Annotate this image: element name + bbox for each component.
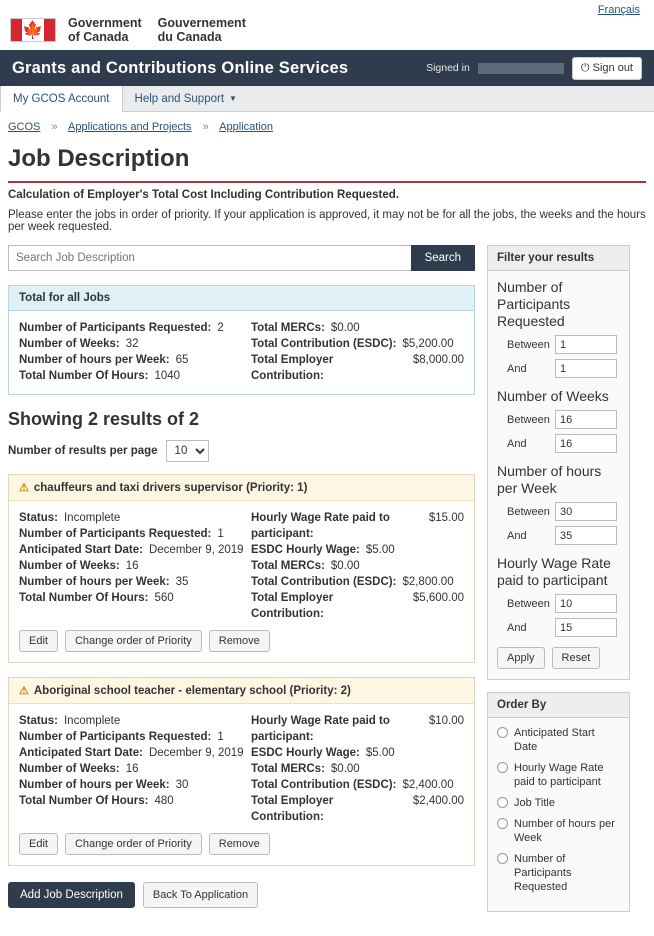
brand-row <box>10 6 644 44</box>
gov-en-line1: Government <box>68 16 142 30</box>
order-by-option-label: Anticipated Start Date <box>514 727 595 753</box>
totals-item <box>251 320 464 336</box>
job-detail-value: 30 <box>175 779 189 791</box>
filter-and-row <box>497 359 620 378</box>
filter-between-label: Between <box>507 413 550 426</box>
order-by-panel <box>487 692 630 912</box>
filter-between-input[interactable] <box>555 410 617 429</box>
totals-item <box>251 352 464 384</box>
order-by-option-label: Number of hours per Week <box>514 818 615 844</box>
order-by-heading: Order By <box>488 693 629 718</box>
filter-between-input[interactable] <box>555 594 617 613</box>
search-button[interactable]: Search <box>411 245 475 271</box>
job-detail-key: Number of Participants Requested: <box>19 528 212 540</box>
job-detail-key: Total Employer Contribution: <box>251 795 334 823</box>
job-detail-value: 1 <box>217 731 224 743</box>
radio-icon[interactable] <box>497 818 508 829</box>
totals-value: 2 <box>217 322 224 334</box>
content-wrapper <box>8 245 646 924</box>
job-detail-value: $5,600.00 <box>412 592 464 604</box>
app-title: Grants and Contributions Online Services <box>12 58 349 77</box>
gov-en-line2: of Canada <box>68 30 129 44</box>
change-order-of-priority-button[interactable]: Change order of Priority <box>65 630 202 652</box>
job-details-grid <box>19 713 464 825</box>
job-detail-value: December 9, 2019 <box>148 747 244 759</box>
sign-out-label: Sign out <box>592 61 633 74</box>
nav-item-my-gcos-account[interactable] <box>0 86 123 112</box>
filter-between-label: Between <box>507 505 550 518</box>
job-details-grid <box>19 510 464 622</box>
canada-flag-icon: 🍁 <box>10 18 56 42</box>
radio-icon[interactable] <box>497 853 508 864</box>
radio-icon[interactable] <box>497 727 508 738</box>
order-by-option-hourly-wage-rate[interactable] <box>497 761 620 789</box>
breadcrumb <box>0 112 654 139</box>
nav-item-help-and-support[interactable] <box>123 86 250 111</box>
job-card-body <box>9 704 474 833</box>
job-detail <box>19 761 251 777</box>
filter-and-input[interactable] <box>555 359 617 378</box>
totals-key: Total Number Of Hours: <box>19 370 149 382</box>
search-input[interactable] <box>8 245 411 271</box>
warning-triangle-icon: ⚠ <box>19 482 29 494</box>
results-per-page-row <box>8 440 475 462</box>
job-detail-value: 560 <box>154 592 174 604</box>
totals-item <box>19 368 251 384</box>
order-by-body <box>488 718 629 911</box>
job-detail-key: Total Number Of Hours: <box>19 592 149 604</box>
job-detail-key: Anticipated Start Date: <box>19 747 143 759</box>
filter-group-hourly-wage-rate <box>497 555 620 637</box>
filter-group-participants-requested <box>497 279 620 378</box>
nav-label: Help and Support <box>134 92 225 105</box>
job-detail-value: 16 <box>125 560 139 572</box>
breadcrumb-separator: » <box>51 121 58 133</box>
filter-and-input[interactable] <box>555 526 617 545</box>
job-detail-value: $2,800.00 <box>402 576 454 588</box>
results-per-page-select[interactable] <box>166 440 209 462</box>
job-detail <box>251 558 464 574</box>
job-detail-value: Incomplete <box>63 512 121 524</box>
job-detail-key: Number of hours per Week: <box>19 779 170 791</box>
totals-key: Total Contribution (ESDC): <box>251 338 397 350</box>
job-card-actions <box>9 833 474 865</box>
breadcrumb-item-gcos[interactable]: GCOS <box>8 121 41 133</box>
totals-grid <box>19 320 464 384</box>
job-detail-key: Number of Weeks: <box>19 560 120 572</box>
signed-in-username <box>478 63 564 74</box>
totals-key: Number of Participants Requested: <box>19 322 212 334</box>
job-card-body <box>9 501 474 630</box>
job-card-header <box>9 475 474 501</box>
job-detail-key: Total Number Of Hours: <box>19 795 149 807</box>
totals-key: Total Employer Contribution: <box>251 354 334 382</box>
filter-between-label: Between <box>507 338 550 351</box>
filter-between-row <box>497 335 620 354</box>
page-content <box>0 145 654 936</box>
filter-and-input[interactable] <box>555 618 617 637</box>
breadcrumb-item-applications-and-projects[interactable]: Applications and Projects <box>68 121 192 133</box>
totals-right-column <box>251 320 464 384</box>
reset-filters-button[interactable]: Reset <box>552 647 601 669</box>
edit-button[interactable]: Edit <box>19 630 58 652</box>
totals-key: Total MERCs: <box>251 322 325 334</box>
radio-icon[interactable] <box>497 797 508 808</box>
job-detail-key: Total MERCs: <box>251 560 325 572</box>
filter-group-title: Number of Weeks <box>497 388 609 404</box>
totals-panel <box>8 285 475 395</box>
totals-key: Number of hours per Week: <box>19 354 170 366</box>
gov-fr-line2: du Canada <box>157 30 222 44</box>
job-card-title: Aboriginal school teacher - elementary school (Priority: 2) <box>33 684 351 697</box>
bottom-actions <box>8 880 475 908</box>
edit-button[interactable]: Edit <box>19 833 58 855</box>
totals-value: 32 <box>125 338 139 350</box>
order-by-option-anticipated-start-date[interactable] <box>497 726 620 754</box>
job-detail <box>251 590 464 622</box>
job-detail-value: $2,400.00 <box>402 779 454 791</box>
totals-item <box>251 336 464 352</box>
totals-value: 1040 <box>154 370 181 382</box>
filter-and-label: And <box>507 621 527 634</box>
order-by-option-hours-per-week[interactable] <box>497 817 620 845</box>
job-detail <box>19 558 251 574</box>
add-job-description-button[interactable]: Add Job Description <box>8 882 135 908</box>
order-by-option-participants-requested[interactable] <box>497 852 620 894</box>
job-detail-value: $0.00 <box>330 763 360 775</box>
job-detail <box>251 777 464 793</box>
job-detail <box>251 761 464 777</box>
job-detail-key: Anticipated Start Date: <box>19 544 143 556</box>
job-detail-key: Number of Participants Requested: <box>19 731 212 743</box>
filter-between-label: Between <box>507 597 550 610</box>
job-detail-key: ESDC Hourly Wage: <box>251 747 360 759</box>
filter-and-input[interactable] <box>555 434 617 453</box>
job-detail <box>251 793 464 825</box>
totals-item <box>19 320 251 336</box>
filter-group-title: Hourly Wage Rate paid to participant <box>497 555 611 588</box>
job-detail-key: Number of hours per Week: <box>19 576 170 588</box>
order-by-option-label: Hourly Wage Rate paid to participant <box>514 762 604 788</box>
job-detail-value: Incomplete <box>63 715 121 727</box>
job-detail-key: Total Contribution (ESDC): <box>251 779 397 791</box>
filter-group-title: Number of Participants Requested <box>497 279 571 329</box>
remove-button[interactable]: Remove <box>209 833 270 855</box>
page-subtitle: Calculation of Employer's Total Cost Including Contribution Requested. <box>8 189 399 201</box>
totals-item <box>19 336 251 352</box>
totals-item <box>19 352 251 368</box>
job-detail-key: Status: <box>19 512 58 524</box>
totals-value: $8,000.00 <box>412 354 464 366</box>
filter-panel-heading: Filter your results <box>488 246 629 271</box>
job-detail-value: $15.00 <box>428 512 464 524</box>
filter-panel <box>487 245 630 680</box>
job-detail-key: Total MERCs: <box>251 763 325 775</box>
sign-out-button[interactable] <box>572 57 642 80</box>
totals-value: $0.00 <box>330 322 360 334</box>
job-detail-value: $2,400.00 <box>412 795 464 807</box>
job-detail-value: $0.00 <box>330 560 360 572</box>
job-card <box>8 474 475 663</box>
filter-group-title: Number of hours per Week <box>497 463 602 496</box>
job-detail-value: $10.00 <box>428 715 464 727</box>
job-detail-value: 35 <box>175 576 189 588</box>
power-icon: ⏻ <box>580 61 590 74</box>
job-detail-key: Total Employer Contribution: <box>251 592 334 620</box>
job-detail <box>19 713 251 729</box>
language-toggle-link[interactable]: Français <box>597 4 640 16</box>
filter-buttons <box>497 647 620 669</box>
job-detail <box>19 729 251 745</box>
results-heading: Showing 2 results of 2 <box>8 409 200 429</box>
search-bar <box>8 245 475 271</box>
job-details-left <box>19 713 251 825</box>
sidebar <box>487 245 630 924</box>
back-to-application-button[interactable]: Back To Application <box>143 882 258 908</box>
job-detail-key: Hourly Wage Rate paid to participant: <box>251 715 390 743</box>
signed-in-label: Signed in <box>426 62 470 74</box>
order-by-option-label: Job Title <box>514 797 555 809</box>
job-detail-value: $5.00 <box>365 544 395 556</box>
job-detail-key: Total Contribution (ESDC): <box>251 576 397 588</box>
filter-panel-body <box>488 271 629 679</box>
job-detail <box>19 510 251 526</box>
job-detail-key: ESDC Hourly Wage: <box>251 544 360 556</box>
filter-and-label: And <box>507 362 527 375</box>
government-wordmark <box>68 16 246 44</box>
job-detail-key: Status: <box>19 715 58 727</box>
job-detail-value: 1 <box>217 528 224 540</box>
remove-button[interactable]: Remove <box>209 630 270 652</box>
filter-and-label: And <box>507 437 527 450</box>
job-details-left <box>19 510 251 622</box>
order-by-option-label: Number of Participants Requested <box>514 853 572 893</box>
job-card-actions <box>9 630 474 662</box>
job-detail <box>251 713 464 745</box>
job-detail <box>251 542 464 558</box>
warning-triangle-icon: ⚠ <box>19 685 29 697</box>
totals-panel-body <box>9 311 474 394</box>
job-card-title: chauffeurs and taxi drivers supervisor (Priority: 1) <box>33 481 308 494</box>
job-detail <box>19 590 251 606</box>
job-detail-value: 480 <box>154 795 174 807</box>
job-card <box>8 677 475 866</box>
job-detail <box>19 777 251 793</box>
totals-left-column <box>19 320 251 384</box>
filter-between-row <box>497 410 620 429</box>
totals-key: Number of Weeks: <box>19 338 120 350</box>
job-detail-value: $5.00 <box>365 747 395 759</box>
job-detail <box>251 510 464 542</box>
totals-value: 65 <box>175 354 189 366</box>
filter-between-row <box>497 502 620 521</box>
nav-label: My GCOS Account <box>13 93 110 105</box>
job-details-right <box>251 713 464 825</box>
job-detail <box>19 745 251 761</box>
filter-and-row <box>497 526 620 545</box>
app-banner <box>0 50 654 86</box>
totals-panel-heading: Total for all Jobs <box>9 286 474 311</box>
job-card-header <box>9 678 474 704</box>
filter-between-row <box>497 594 620 613</box>
change-order-of-priority-button[interactable]: Change order of Priority <box>65 833 202 855</box>
job-detail <box>19 526 251 542</box>
apply-filters-button[interactable]: Apply <box>497 647 545 669</box>
breadcrumb-item-application[interactable]: Application <box>219 121 274 133</box>
breadcrumb-separator: » <box>202 121 209 133</box>
job-detail-key: Number of Weeks: <box>19 763 120 775</box>
job-detail-value: 16 <box>125 763 139 775</box>
job-detail <box>251 574 464 590</box>
job-detail <box>251 745 464 761</box>
main-nav <box>0 86 654 112</box>
filter-between-input[interactable] <box>555 335 617 354</box>
filter-between-input[interactable] <box>555 502 617 521</box>
job-detail <box>19 542 251 558</box>
main-column <box>8 245 475 908</box>
order-by-option-job-title[interactable] <box>497 796 620 810</box>
job-detail-value: December 9, 2019 <box>148 544 244 556</box>
page-intro-text: Please enter the jobs in order of priority. If your application is approved, it may not be for all the jobs, the weeks and the hours per week requested. <box>8 209 646 233</box>
job-detail-key: Hourly Wage Rate paid to participant: <box>251 512 390 540</box>
job-detail <box>19 574 251 590</box>
job-details-right <box>251 510 464 622</box>
chevron-down-icon: ▼ <box>229 94 237 103</box>
filter-and-row <box>497 434 620 453</box>
signed-in-block <box>426 50 642 86</box>
filter-and-label: And <box>507 529 527 542</box>
results-per-page-label: Number of results per page <box>8 445 158 457</box>
radio-icon[interactable] <box>497 762 508 773</box>
filter-and-row <box>497 618 620 637</box>
filter-group-hours-per-week <box>497 463 620 545</box>
page-title: Job Description <box>8 145 646 183</box>
gov-fr-line1: Gouvernement <box>157 16 246 30</box>
filter-group-number-of-weeks <box>497 388 620 453</box>
government-header <box>0 0 654 50</box>
totals-value: $5,200.00 <box>402 338 454 350</box>
job-detail <box>19 793 251 809</box>
